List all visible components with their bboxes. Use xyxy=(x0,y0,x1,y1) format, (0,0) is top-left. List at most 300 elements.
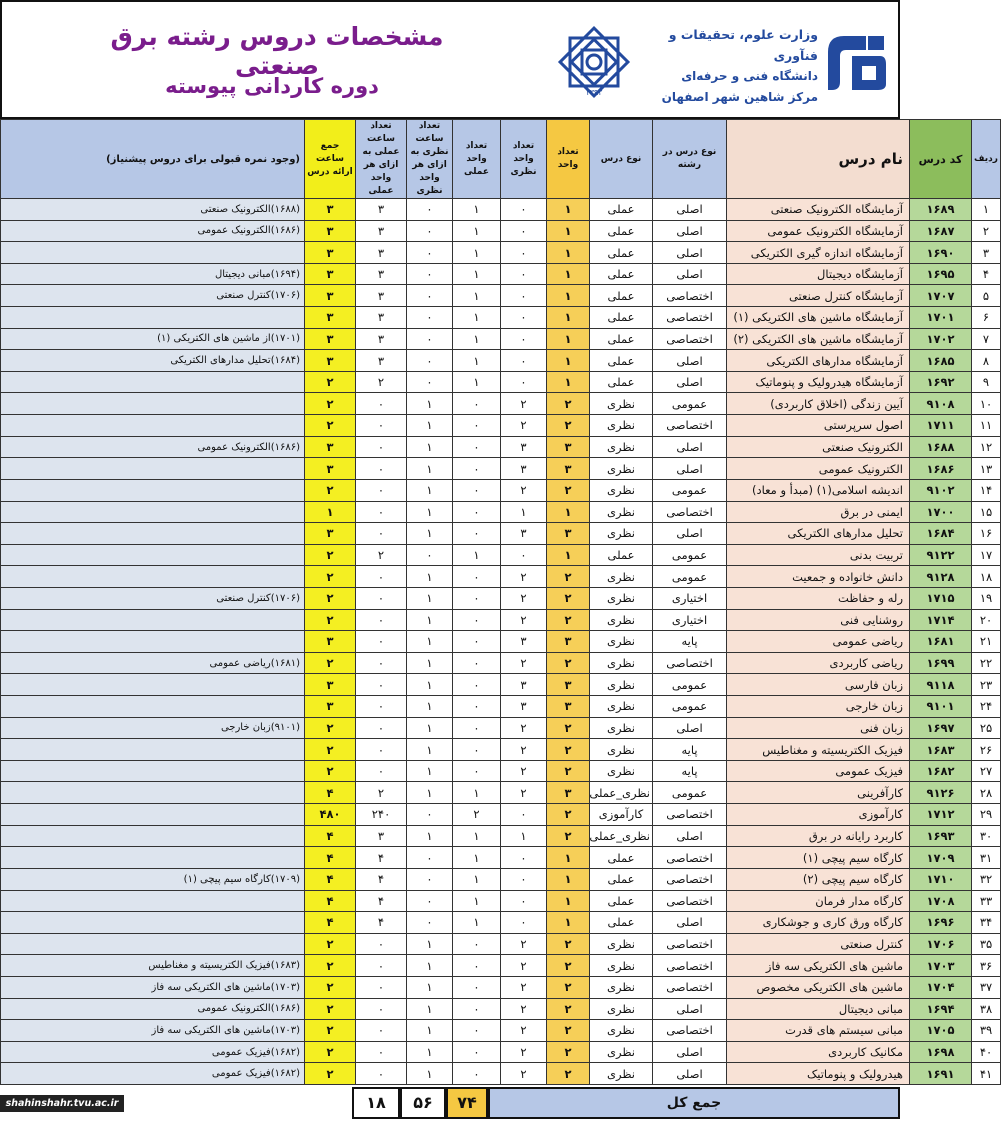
cell-course-type: عملی xyxy=(590,847,653,869)
cell-practical-units: ۰ xyxy=(453,415,501,437)
org-ministry: وزارت علوم، تحقیقات و فنآوری xyxy=(668,27,818,63)
cell-type-in-field: اصلی xyxy=(653,912,727,934)
cell-theory-hours: ۱ xyxy=(407,652,453,674)
cell-course-name: آزمایشگاه کنترل صنعتی xyxy=(727,285,910,307)
cell-row-number: ۳ xyxy=(972,242,1001,264)
cell-row-number: ۳۰ xyxy=(972,825,1001,847)
cell-course-name: کارگاه سیم پیچی (۲) xyxy=(727,868,910,890)
cell-total-hours: ۴۸۰ xyxy=(305,804,356,826)
cell-practical-hours: ۰ xyxy=(356,523,407,545)
table-row xyxy=(1,760,1001,782)
col-practical-units: تعداد واحد عملی xyxy=(453,120,501,199)
table-row xyxy=(1,544,1001,566)
cell-course-code: ۹۱۲۶ xyxy=(910,782,972,804)
cell-practical-hours: ۰ xyxy=(356,587,407,609)
table-row xyxy=(1,739,1001,761)
cell-practical-hours: ۴ xyxy=(356,868,407,890)
cell-theory-units: ۰ xyxy=(501,912,547,934)
cell-units: ۲ xyxy=(547,479,590,501)
cell-theory-units: ۰ xyxy=(501,371,547,393)
cell-course-type: عملی xyxy=(590,328,653,350)
cell-theory-units: ۲ xyxy=(501,782,547,804)
cell-row-number: ۵ xyxy=(972,285,1001,307)
cell-total-hours: ۱ xyxy=(305,501,356,523)
cell-total-hours: ۳ xyxy=(305,674,356,696)
cell-course-type: عملی xyxy=(590,350,653,372)
cell-course-name: آزمایشگاه هیدرولیک و پنوماتیک xyxy=(727,371,910,393)
cell-row-number: ۱ xyxy=(972,199,1001,221)
cell-course-code: ۱۶۸۱ xyxy=(910,631,972,653)
cell-practical-hours: ۰ xyxy=(356,760,407,782)
org-university: دانشگاه فنی و حرفه‌ای xyxy=(681,69,818,83)
cell-theory-hours: ۰ xyxy=(407,350,453,372)
cell-course-code: ۱۷۱۵ xyxy=(910,587,972,609)
cell-units: ۲ xyxy=(547,1041,590,1063)
cell-type-in-field: عمومی xyxy=(653,544,727,566)
cell-type-in-field: اصلی xyxy=(653,371,727,393)
cell-course-name: مکانیک کاربردی xyxy=(727,1041,910,1063)
cell-row-number: ۲۹ xyxy=(972,804,1001,826)
cell-course-code: ۱۷۰۴ xyxy=(910,976,972,998)
table-row xyxy=(1,1020,1001,1042)
cell-units: ۱ xyxy=(547,868,590,890)
cell-course-type: نظری xyxy=(590,1020,653,1042)
table-row xyxy=(1,220,1001,242)
table-row xyxy=(1,674,1001,696)
cell-row-number: ۱۳ xyxy=(972,458,1001,480)
cell-course-type: نظری xyxy=(590,501,653,523)
cell-total-hours: ۳ xyxy=(305,242,356,264)
cell-course-type: عملی xyxy=(590,285,653,307)
col-theory-units: تعداد واحد نظری xyxy=(501,120,547,199)
cell-theory-hours: ۱ xyxy=(407,674,453,696)
table-footer xyxy=(0,1085,900,1121)
cell-prerequisite: (۱۶۸۲)فیزیک عمومی xyxy=(1,1041,305,1063)
cell-course-code: ۱۷۰۹ xyxy=(910,847,972,869)
cell-practical-hours: ۲۴۰ xyxy=(356,804,407,826)
cell-row-number: ۴ xyxy=(972,263,1001,285)
cell-practical-hours: ۰ xyxy=(356,415,407,437)
cell-prerequisite xyxy=(1,933,305,955)
cell-course-type: نظری xyxy=(590,760,653,782)
cell-practical-hours: ۰ xyxy=(356,652,407,674)
cell-prerequisite xyxy=(1,782,305,804)
cell-theory-units: ۲ xyxy=(501,1063,547,1085)
cell-type-in-field: اصلی xyxy=(653,458,727,480)
cell-practical-hours: ۰ xyxy=(356,976,407,998)
website-label: shahinshahr.tvu.ac.ir xyxy=(0,1095,124,1112)
cell-type-in-field: اختصاصی xyxy=(653,328,727,350)
cell-row-number: ۲۳ xyxy=(972,674,1001,696)
cell-course-name: کاربرد رایانه در برق xyxy=(727,825,910,847)
cell-practical-units: ۰ xyxy=(453,976,501,998)
cell-practical-hours: ۴ xyxy=(356,912,407,934)
cell-prerequisite: (۱۷۰۹)کارگاه سیم پیچی (۱) xyxy=(1,868,305,890)
cell-course-name: آزمایشگاه اندازه گیری الکتریکی xyxy=(727,242,910,264)
cell-total-hours: ۲ xyxy=(305,393,356,415)
cell-theory-units: ۳ xyxy=(501,523,547,545)
total-theory-units: ۵۶ xyxy=(400,1087,446,1119)
cell-total-hours: ۳ xyxy=(305,350,356,372)
cell-course-type: نظری xyxy=(590,652,653,674)
cell-units: ۱ xyxy=(547,307,590,329)
cell-row-number: ۲۶ xyxy=(972,739,1001,761)
organization-block xyxy=(638,24,818,108)
table-row xyxy=(1,566,1001,588)
cell-course-name: الکترونیک صنعتی xyxy=(727,436,910,458)
cell-course-name: اندیشه اسلامی(۱) (مبدأ و معاد) xyxy=(727,479,910,501)
cell-prerequisite xyxy=(1,371,305,393)
cell-theory-hours: ۱ xyxy=(407,458,453,480)
cell-course-type: نظری xyxy=(590,587,653,609)
cell-practical-hours: ۰ xyxy=(356,674,407,696)
cell-total-hours: ۲ xyxy=(305,652,356,674)
cell-course-name: کارگاه ورق کاری و جوشکاری xyxy=(727,912,910,934)
cell-theory-hours: ۰ xyxy=(407,912,453,934)
cell-units: ۲ xyxy=(547,717,590,739)
cell-row-number: ۱۷ xyxy=(972,544,1001,566)
cell-units: ۳ xyxy=(547,674,590,696)
cell-type-in-field: اصلی xyxy=(653,350,727,372)
seal-year: ۱۳۹۲ xyxy=(585,88,603,97)
table-row xyxy=(1,393,1001,415)
table-row xyxy=(1,890,1001,912)
cell-total-hours: ۲ xyxy=(305,739,356,761)
cell-course-type: عملی xyxy=(590,199,653,221)
cell-row-number: ۳۴ xyxy=(972,912,1001,934)
cell-theory-units: ۲ xyxy=(501,587,547,609)
cell-theory-units: ۰ xyxy=(501,328,547,350)
cell-theory-units: ۱ xyxy=(501,825,547,847)
cell-course-code: ۹۱۰۸ xyxy=(910,393,972,415)
table-row xyxy=(1,587,1001,609)
cell-type-in-field: اصلی xyxy=(653,1063,727,1085)
cell-type-in-field: اختصاصی xyxy=(653,804,727,826)
cell-course-type: نظری xyxy=(590,566,653,588)
cell-practical-units: ۱ xyxy=(453,328,501,350)
cell-theory-units: ۲ xyxy=(501,976,547,998)
cell-practical-units: ۰ xyxy=(453,955,501,977)
cell-course-code: ۱۶۹۲ xyxy=(910,371,972,393)
cell-prerequisite: (۱۷۰۳)ماشین های الکتریکی سه فاز xyxy=(1,976,305,998)
cell-practical-hours: ۲ xyxy=(356,371,407,393)
table-row xyxy=(1,350,1001,372)
cell-theory-hours: ۰ xyxy=(407,285,453,307)
cell-total-hours: ۲ xyxy=(305,760,356,782)
cell-total-hours: ۳ xyxy=(305,523,356,545)
cell-theory-hours: ۱ xyxy=(407,1041,453,1063)
cell-theory-units: ۲ xyxy=(501,933,547,955)
cell-total-hours: ۲ xyxy=(305,479,356,501)
cell-course-code: ۱۶۹۸ xyxy=(910,1041,972,1063)
cell-course-name: فیزیک الکتریسیته و مغناطیس xyxy=(727,739,910,761)
cell-theory-units: ۰ xyxy=(501,263,547,285)
cell-total-hours: ۲ xyxy=(305,1020,356,1042)
cell-course-name: آزمایشگاه الکترونیک عمومی xyxy=(727,220,910,242)
cell-theory-hours: ۱ xyxy=(407,739,453,761)
cell-theory-units: ۳ xyxy=(501,436,547,458)
cell-theory-units: ۲ xyxy=(501,609,547,631)
courses-table xyxy=(0,119,1001,1085)
cell-practical-hours: ۳ xyxy=(356,242,407,264)
cell-units: ۲ xyxy=(547,998,590,1020)
cell-units: ۲ xyxy=(547,933,590,955)
cell-prerequisite xyxy=(1,760,305,782)
cell-units: ۳ xyxy=(547,523,590,545)
cell-practical-units: ۰ xyxy=(453,1041,501,1063)
cell-practical-units: ۱ xyxy=(453,544,501,566)
cell-practical-units: ۰ xyxy=(453,479,501,501)
cell-practical-hours: ۳ xyxy=(356,199,407,221)
cell-course-name: آزمایشگاه ماشین های الکتریکی (۲) xyxy=(727,328,910,350)
cell-course-type: نظری xyxy=(590,523,653,545)
cell-practical-hours: ۰ xyxy=(356,1020,407,1042)
cell-total-hours: ۲ xyxy=(305,371,356,393)
cell-theory-hours: ۰ xyxy=(407,220,453,242)
cell-prerequisite: (۱۶۹۴)مبانی دیجیتال xyxy=(1,263,305,285)
table-row xyxy=(1,976,1001,998)
cell-theory-units: ۲ xyxy=(501,739,547,761)
cell-practical-units: ۱ xyxy=(453,782,501,804)
cell-type-in-field: اختصاصی xyxy=(653,415,727,437)
cell-prerequisite: (۱۶۸۴)تحلیل مدارهای الکتریکی xyxy=(1,350,305,372)
cell-theory-hours: ۱ xyxy=(407,415,453,437)
cell-theory-hours: ۱ xyxy=(407,1020,453,1042)
cell-practical-units: ۱ xyxy=(453,371,501,393)
col-units: تعداد واحد xyxy=(547,120,590,199)
cell-total-hours: ۳ xyxy=(305,458,356,480)
cell-practical-hours: ۲ xyxy=(356,544,407,566)
cell-course-code: ۱۷۰۳ xyxy=(910,955,972,977)
cell-total-hours: ۴ xyxy=(305,825,356,847)
col-row-number: ردیف xyxy=(972,120,1001,199)
cell-course-type: کارآموزی xyxy=(590,804,653,826)
cell-prerequisite: (۱۷۰۶)کنترل صنعتی xyxy=(1,285,305,307)
cell-units: ۲ xyxy=(547,976,590,998)
cell-course-name: کارآفرینی xyxy=(727,782,910,804)
cell-total-hours: ۴ xyxy=(305,868,356,890)
cell-course-code: ۱۷۱۴ xyxy=(910,609,972,631)
cell-course-name: زبان فنی xyxy=(727,717,910,739)
cell-practical-units: ۱ xyxy=(453,220,501,242)
cell-row-number: ۳۶ xyxy=(972,955,1001,977)
cell-units: ۳ xyxy=(547,696,590,718)
cell-prerequisite xyxy=(1,501,305,523)
cell-prerequisite xyxy=(1,458,305,480)
university-logo-icon xyxy=(822,32,890,94)
cell-row-number: ۱۰ xyxy=(972,393,1001,415)
cell-theory-units: ۰ xyxy=(501,847,547,869)
col-theory-hours: تعداد ساعت نظری به ازای هر واحد نظری xyxy=(407,120,453,199)
cell-practical-hours: ۳ xyxy=(356,825,407,847)
cell-prerequisite xyxy=(1,566,305,588)
cell-theory-hours: ۱ xyxy=(407,609,453,631)
cell-total-hours: ۲ xyxy=(305,544,356,566)
cell-course-name: مبانی سیستم های قدرت xyxy=(727,1020,910,1042)
cell-row-number: ۲۵ xyxy=(972,717,1001,739)
cell-course-name: ریاضی کاربردی xyxy=(727,652,910,674)
cell-units: ۲ xyxy=(547,1020,590,1042)
cell-course-code: ۱۶۸۸ xyxy=(910,436,972,458)
cell-prerequisite: (۹۱۰۱)زبان خارجی xyxy=(1,717,305,739)
cell-course-name: زبان خارجی xyxy=(727,696,910,718)
cell-course-name: ماشین های الکتریکی مخصوص xyxy=(727,976,910,998)
cell-course-name: آیین زندگی (اخلاق کاربردی) xyxy=(727,393,910,415)
cell-practical-units: ۱ xyxy=(453,350,501,372)
cell-course-name: ماشین های الکتریکی سه فاز xyxy=(727,955,910,977)
cell-practical-hours: ۰ xyxy=(356,566,407,588)
cell-units: ۱ xyxy=(547,890,590,912)
cell-units: ۲ xyxy=(547,825,590,847)
cell-total-hours: ۲ xyxy=(305,1041,356,1063)
cell-practical-units: ۰ xyxy=(453,652,501,674)
cell-prerequisite: (۱۶۸۳)فیزیک الکتریسیته و مغناطیس xyxy=(1,955,305,977)
cell-practical-units: ۰ xyxy=(453,1063,501,1085)
cell-type-in-field: پایه xyxy=(653,739,727,761)
table-row xyxy=(1,912,1001,934)
cell-prerequisite xyxy=(1,804,305,826)
cell-course-code: ۱۶۹۹ xyxy=(910,652,972,674)
cell-practical-units: ۰ xyxy=(453,696,501,718)
cell-row-number: ۳۲ xyxy=(972,868,1001,890)
cell-row-number: ۸ xyxy=(972,350,1001,372)
cell-row-number: ۱۶ xyxy=(972,523,1001,545)
cell-practical-units: ۱ xyxy=(453,263,501,285)
cell-theory-units: ۲ xyxy=(501,998,547,1020)
cell-total-hours: ۳ xyxy=(305,220,356,242)
cell-type-in-field: عمومی xyxy=(653,696,727,718)
cell-course-code: ۱۶۸۹ xyxy=(910,199,972,221)
cell-prerequisite: (۱۶۸۱)ریاضی عمومی xyxy=(1,652,305,674)
cell-prerequisite xyxy=(1,847,305,869)
table-row xyxy=(1,998,1001,1020)
cell-prerequisite xyxy=(1,674,305,696)
cell-practical-units: ۲ xyxy=(453,804,501,826)
cell-course-type: نظری xyxy=(590,976,653,998)
cell-total-hours: ۳ xyxy=(305,263,356,285)
cell-theory-hours: ۰ xyxy=(407,544,453,566)
cell-course-code: ۱۶۹۶ xyxy=(910,912,972,934)
table-row xyxy=(1,933,1001,955)
cell-theory-units: ۰ xyxy=(501,199,547,221)
cell-course-code: ۱۶۹۰ xyxy=(910,242,972,264)
cell-course-code: ۱۶۹۷ xyxy=(910,717,972,739)
table-row xyxy=(1,458,1001,480)
cell-practical-units: ۰ xyxy=(453,933,501,955)
cell-course-name: مبانی دیجیتال xyxy=(727,998,910,1020)
cell-course-name: آزمایشگاه دیجیتال xyxy=(727,263,910,285)
table-row xyxy=(1,717,1001,739)
cell-type-in-field: اصلی xyxy=(653,998,727,1020)
cell-total-hours: ۲ xyxy=(305,955,356,977)
table-row xyxy=(1,199,1001,221)
cell-practical-units: ۰ xyxy=(453,760,501,782)
cell-type-in-field: اصلی xyxy=(653,523,727,545)
cell-course-type: نظری_عملی xyxy=(590,782,653,804)
cell-total-hours: ۲ xyxy=(305,566,356,588)
cell-units: ۲ xyxy=(547,955,590,977)
cell-units: ۲ xyxy=(547,760,590,782)
table-row xyxy=(1,479,1001,501)
cell-type-in-field: عمومی xyxy=(653,782,727,804)
table-body xyxy=(1,199,1001,1085)
cell-course-code: ۱۷۱۲ xyxy=(910,804,972,826)
cell-type-in-field: اصلی xyxy=(653,242,727,264)
cell-units: ۲ xyxy=(547,1063,590,1085)
table-row xyxy=(1,436,1001,458)
cell-practical-units: ۱ xyxy=(453,307,501,329)
cell-total-hours: ۴ xyxy=(305,847,356,869)
cell-theory-hours: ۱ xyxy=(407,717,453,739)
cell-practical-hours: ۳ xyxy=(356,307,407,329)
cell-theory-hours: ۱ xyxy=(407,631,453,653)
cell-type-in-field: اختصاصی xyxy=(653,1020,727,1042)
cell-course-type: عملی xyxy=(590,263,653,285)
cell-units: ۱ xyxy=(547,371,590,393)
cell-total-hours: ۲ xyxy=(305,717,356,739)
cell-practical-hours: ۰ xyxy=(356,998,407,1020)
cell-practical-hours: ۳ xyxy=(356,263,407,285)
cell-theory-units: ۲ xyxy=(501,415,547,437)
cell-total-hours: ۳ xyxy=(305,696,356,718)
cell-type-in-field: اختیاری xyxy=(653,609,727,631)
cell-course-type: نظری xyxy=(590,717,653,739)
cell-row-number: ۹ xyxy=(972,371,1001,393)
cell-practical-units: ۱ xyxy=(453,285,501,307)
cell-row-number: ۱۹ xyxy=(972,587,1001,609)
cell-theory-units: ۰ xyxy=(501,544,547,566)
cell-theory-hours: ۱ xyxy=(407,479,453,501)
cell-total-hours: ۳ xyxy=(305,307,356,329)
cell-type-in-field: اختصاصی xyxy=(653,955,727,977)
table-row xyxy=(1,415,1001,437)
cell-theory-hours: ۰ xyxy=(407,307,453,329)
cell-type-in-field: اختصاصی xyxy=(653,847,727,869)
cell-practical-hours: ۳ xyxy=(356,350,407,372)
cell-course-name: آزمایشگاه مدارهای الکتریکی xyxy=(727,350,910,372)
cell-course-code: ۱۶۸۶ xyxy=(910,458,972,480)
cell-type-in-field: عمومی xyxy=(653,566,727,588)
cell-units: ۲ xyxy=(547,393,590,415)
cell-units: ۲ xyxy=(547,415,590,437)
cell-units: ۱ xyxy=(547,912,590,934)
col-type-in-field: نوع درس در رشته xyxy=(653,120,727,199)
cell-course-type: عملی xyxy=(590,912,653,934)
table-row xyxy=(1,1041,1001,1063)
cell-total-hours: ۲ xyxy=(305,609,356,631)
table-row xyxy=(1,955,1001,977)
cell-total-hours: ۴ xyxy=(305,890,356,912)
cell-course-name: آزمایشگاه الکترونیک صنعتی xyxy=(727,199,910,221)
cell-theory-hours: ۰ xyxy=(407,371,453,393)
cell-units: ۱ xyxy=(547,328,590,350)
cell-course-code: ۱۶۹۵ xyxy=(910,263,972,285)
cell-practical-units: ۰ xyxy=(453,501,501,523)
cell-type-in-field: اختصاصی xyxy=(653,868,727,890)
cell-course-code: ۱۷۱۰ xyxy=(910,868,972,890)
cell-course-code: ۱۶۸۴ xyxy=(910,523,972,545)
cell-course-type: نظری xyxy=(590,1063,653,1085)
cell-course-name: کنترل صنعتی xyxy=(727,933,910,955)
cell-theory-units: ۲ xyxy=(501,393,547,415)
cell-practical-hours: ۰ xyxy=(356,631,407,653)
cell-practical-hours: ۰ xyxy=(356,479,407,501)
cell-practical-units: ۱ xyxy=(453,912,501,934)
cell-practical-hours: ۰ xyxy=(356,1063,407,1085)
cell-total-hours: ۲ xyxy=(305,998,356,1020)
cell-prerequisite xyxy=(1,609,305,631)
cell-theory-hours: ۱ xyxy=(407,393,453,415)
